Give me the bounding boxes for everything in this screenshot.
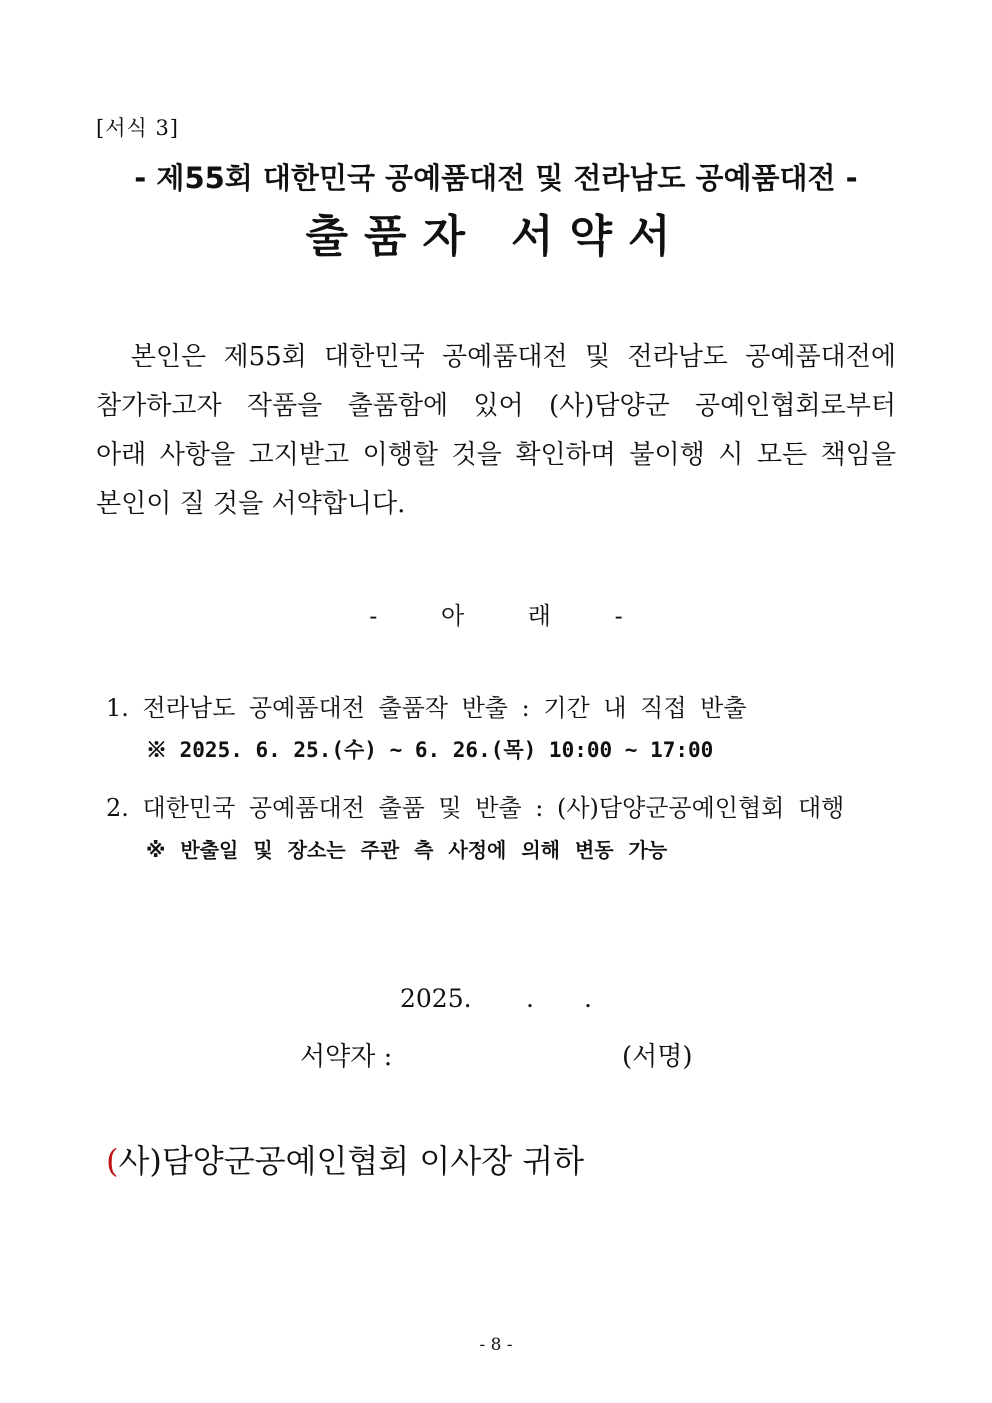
list-item-1: 1. 전라남도 공예품대전 출품작 반출 : 기간 내 직접 반출 <box>106 694 747 722</box>
page-number: - 8 - <box>479 1335 513 1355</box>
document-title <box>0 200 992 264</box>
body-paragraph-line-4: 본인이 질 것을 서약합니다. <box>96 489 406 519</box>
document-subtitle: - 제55회 대한민국 공예품대전 및 전라남도 공예품대전 - <box>134 161 858 195</box>
body-paragraph-line-3: 아래 사항을 고지받고 이행할 것을 확인하며 불이행 시 모든 책임을 <box>96 440 896 470</box>
body-paragraph-line-1: 본인은 제55회 대한민국 공예품대전 및 전라남도 공예품대전에 <box>96 342 896 372</box>
body-paragraph-line-2: 참가하고자 작품을 출품함에 있어 (사)담양군 공예인협회로부터 <box>96 391 896 421</box>
signing-day-dot: . <box>584 984 592 1013</box>
signing-date <box>400 984 592 1013</box>
addressee-text: 사)담양군공예인협회 이사장 귀하 <box>118 1142 585 1180</box>
list-item-1-note: ※ 2025. 6. 25.(수) ~ 6. 26.(목) 10:00 ~ 17:00 <box>146 738 714 762</box>
list-item-2: 2. 대한민국 공예품대전 출품 및 반출 : (사)담양군공예인협회 대행 <box>106 794 845 822</box>
section-heading: - 아 래 - <box>369 602 623 630</box>
signature-mark: (서명) <box>622 1042 693 1072</box>
addressee <box>106 1136 584 1182</box>
title-part-2: 서약서 <box>511 211 687 262</box>
signing-year: 2025. <box>400 984 472 1013</box>
signing-month-dot: . <box>526 984 534 1013</box>
form-label: [서식 3] <box>96 116 179 140</box>
addressee-paren: ( <box>106 1142 119 1180</box>
title-part-1: 출품자 <box>305 211 481 262</box>
signer-label: 서약자 : <box>300 1042 393 1072</box>
list-item-2-note: ※ 반출일 및 장소는 주관 측 사정에 의해 변동 가능 <box>146 838 668 862</box>
